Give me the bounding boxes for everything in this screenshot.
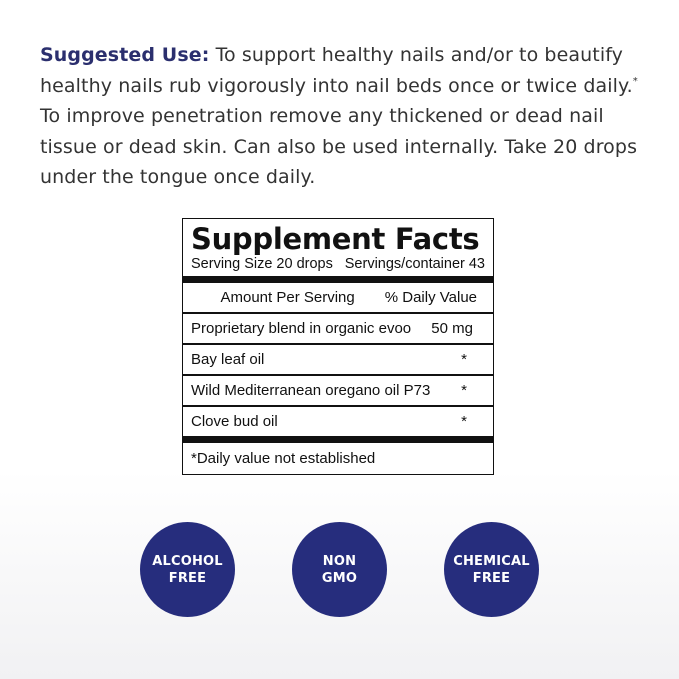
badge-label: NON GMO <box>321 553 358 586</box>
suggested-use-asterisk: * <box>632 75 638 87</box>
facts-header-row <box>183 283 493 312</box>
badge-label: ALCOHOL FREE <box>152 553 223 586</box>
supplement-facts-title: Supplement Facts <box>191 222 480 256</box>
non-gmo-badge <box>292 522 387 617</box>
ingredient-name: Wild Mediterranean oregano oil P73 <box>191 382 431 399</box>
ingredient-amount: * <box>461 382 467 399</box>
thick-divider <box>183 436 493 443</box>
serving-info <box>183 255 493 276</box>
daily-value-footnote: *Daily value not established <box>191 450 376 467</box>
ingredient-name: Proprietary blend in organic evoo <box>191 320 412 337</box>
badge-label: CHEMICAL FREE <box>453 553 530 586</box>
badge-row <box>140 522 540 617</box>
alcohol-free-badge <box>140 522 235 617</box>
facts-footnote-row <box>183 443 493 474</box>
suggested-use-text-2: To improve penetration remove any thickened or dead nail tissue or dead skin. Can also be used internally. Take 20 drops under the tongue once daily. <box>40 105 638 188</box>
ingredient-amount: 50 mg <box>431 320 473 337</box>
ingredient-amount: * <box>461 413 467 430</box>
amount-per-serving-header: Amount Per Serving <box>220 289 355 306</box>
suggested-use-text-1: To support healthy nails and/or to beautify healthy nails rub vigorously into nail beds once or twice daily. <box>40 44 633 97</box>
facts-row <box>183 376 493 405</box>
ingredient-name: Clove bud oil <box>191 413 278 430</box>
supplement-facts-panel <box>182 218 494 475</box>
suggested-use-label: Suggested Use: <box>40 44 210 66</box>
chemical-free-badge <box>444 522 539 617</box>
facts-row <box>183 345 493 374</box>
thick-divider <box>183 276 493 283</box>
facts-row <box>183 314 493 343</box>
facts-row <box>183 407 493 436</box>
ingredient-amount: * <box>461 351 467 368</box>
ingredient-name: Bay leaf oil <box>191 351 265 368</box>
serving-size: Serving Size 20 drops <box>191 256 333 272</box>
suggested-use-paragraph <box>40 40 650 193</box>
daily-value-header: % Daily Value <box>384 289 477 306</box>
servings-per-container: Servings/container 43 <box>344 256 485 272</box>
